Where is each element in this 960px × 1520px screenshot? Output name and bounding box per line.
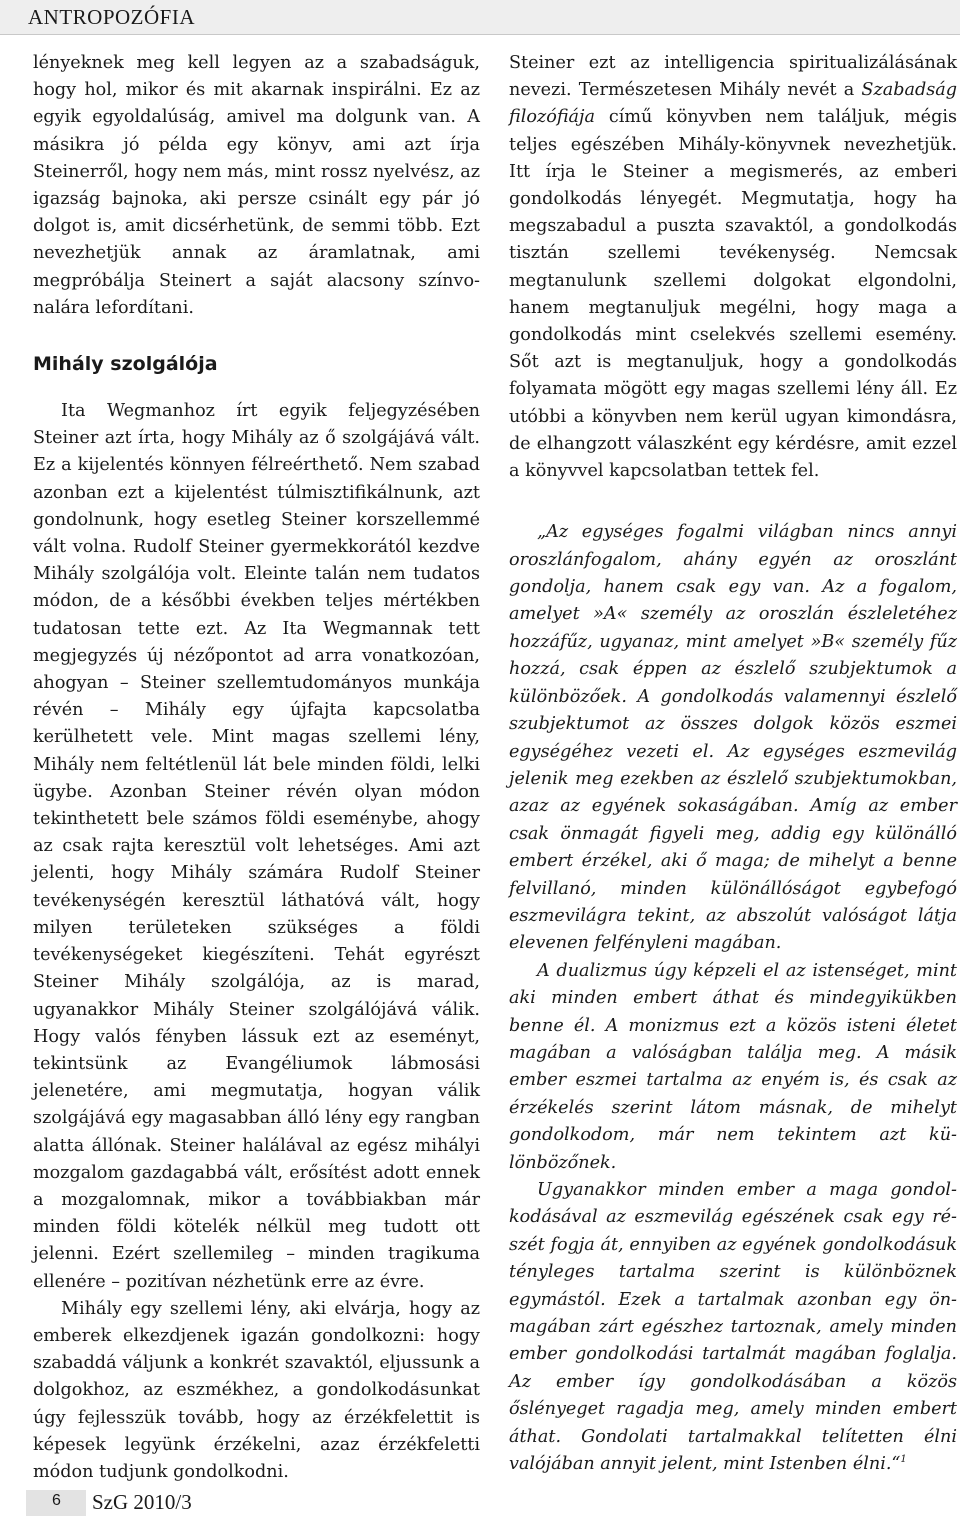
quotation: A dualizmus úgy képzeli el az istenséget, mint aki minden embert áthat és mindegyikükben benne él. A monizmus ezt a közös isteni életet magában a valóságban találja meg. A másik ember eszmei tartalma az enyém is, és csak az érzékelés szerint látom másnak, de mihelyt gondolkodom, már nem tekintem azt különbözőnek.	[509, 960, 957, 1173]
paragraph: lényeknek meg kell legyen az a szabadságuk, hogy hol, mikor és mit akarnak inspirálni. Ez az egyik egyoldalúság, amivel ma dolgunk van. A másikra jó példa egy könyv, ami azt írja Steinerről, hogy nem más, mint rossz nyelvész, az igazság bajnoka, aki persze csinált egy pár jó dolgot is, amit dicsérhetünk, de semmi több. Ezt nevezhetjük annak az áramlatnak, ami megpróbálja Steinert a saját alacsony színvonalára lefordítani.	[33, 53, 480, 318]
section-heading: Mihály szolgálója	[33, 353, 218, 376]
footnote-reference[interactable]: 1	[900, 1454, 907, 1466]
quotation	[509, 1177, 957, 1478]
page-number: 6	[52, 1492, 61, 1509]
right-column	[509, 50, 957, 1478]
book-title: Szabadság filozófiája	[509, 80, 957, 128]
paragraph: Mihály egy szellemi lény, aki elvárja, hogy az emberek elkezdjenek igazán gondolkozni: hogy szabaddá váljunk a konkrét szavaktól, eljussunk a dolgokhoz, az eszmékhez, a gondolkodásunkat úgy fejlesszük tovább, hogy az érzékfelettit is képesek legyünk érzékelni, azaz érzékfeletti módon tudjunk gondolkodni.	[33, 1298, 480, 1482]
quotation: „Az egységes fogalmi világban nincs annyi oroszlánfogalom, ahány egyén az oroszlánt gondolja, hanem csak egy van. Az a fogalom, amelyet »A« személy az oroszlán észleletéhez hozzáfűz, ugyanaz, mint amelyet »B« személy fűz hozzá, csak éppen az észlelő szubjektumok a különbözőek. A gondolkodás valamennyi észlelő szubjektumot az összes dolgok közös eszmei egységéhez vezeti el. Az egységes eszmevilág jelenik meg ezekben az észlelő szubjektumokban, azaz az egyének sokaságában. Amíg az ember csak önmagát figyeli meg, addig egy különálló embert érzékel, aki ő maga; de mihelyt a benne felvillanó, minden különállóságot egybefogó eszmevilágra tekint, az abszolút valóságot látja elevenen felfényleni magában.	[509, 522, 957, 954]
running-header	[0, 0, 960, 35]
journal-issue: SzG 2010/3	[92, 1490, 192, 1514]
paragraph-text: című könyvben nem találjuk, mégis teljes egészében Mihály-könyvnek nevezhetjük. Itt írja le Steiner a megismerés, az emberi gondolkodás lényegét. Megmutatja, hogy ha megszabadul a puszta szavaktól, a gondolkodás tisztán szellemi tevékenység. Nemcsak megtanulunk szellemi dolgokat elgondolni, hanem megtanuljuk megélni, hogy maga a gondolkodás mint cselekvés szellemi esemény. Sőt azt is megtanuljuk, hogy a gondolkodás folyamata mögött egy magas szellemi lény áll. Ez utóbbi a könyvben nem kerül ugyan kimondásra, de elhangzott válaszként egy kérdésre, amit ezzel a könyvvel kapcsolatban tettek fel.	[509, 107, 957, 482]
paragraph: Ita Wegmanhoz írt egyik feljegyzésében Steiner azt írta, hogy Mihály az ő szolgájává vált. Ez a kijelentés könnyen félreérthető. Nem szabad azonban ezt a kijelentést túlmisztifikálnunk, azt gondolnunk, hogy esetleg Steiner korszellemmé vált volna. Rudolf Steiner gyermekkorától kezdve Mihály szolgálója volt. Eleinte talán nem tudatos módon, de a későbbi években teljes mértékben tudatosan tette ezt. Az Ita Wegmannak tett megjegyzés új nézőpontot ad arra vonatkozóan, ahogyan – Steiner szellemtudományos munkája révén – Mihály egy újfajta kapcsolatba kerülhetett vele. Mint magas szellemi lény, Mihály nem feltétlenül lát bele minden földi, lelki ügybe. Azonban Steiner révén olyan módon tekinthetett bele számos földi eseménybe, ahogy az csak rajta keresztül volt lehetséges. Ami azt jelenti, hogy Mihály számára Rudolf Steiner tevékenységén keresztül láthatóvá vált, hogy milyen területeken szükséges a földi tevékenységeket kiegészíteni. Tehát egyrészt Steiner Mihály szolgálója, az is marad, ugyanakkor Mihály Steiner szolgálójává válik. Hogy valós fényben lássuk ezt az eseményt, tekintsünk az Evangéliumok lábmosási jelenetére, ami megmutatja, hogyan válik szolgájává egy magasabban álló lény egy rangban alatta állónak. Steiner halálával az egész mihályi mozgalom gazdagabbá vált, erősítést adott ennek a mozgalomnak, mikor a továbbiakban már minden földi kötelék nélkül meg tudott ott jelenni. Ezért szellemileg – minden tragikuma ellenére – pozitívan nézhetünk erre az évre.	[33, 401, 480, 1292]
quotation-text: Ugyanakkor minden ember a maga gondolkodásával az eszmevilág egészének csak egy részét fogja át, ennyiben az egyének gondolkodásuk tényleges tartalma szerint is különböznek egymástól. Ezek a tartalmak azonban egy önmagában zárt egészhez tartoznak, amely minden ember gondolkodási tartalmát magában foglalja. Az ember így gondolkodásában a közös őslényeget ragadja meg, amely minden embert áthat. Gondolati tartalmakkal telítetten élni valójában annyit jelent, mint Istenben élni.“	[509, 1180, 957, 1475]
left-column	[33, 50, 480, 1486]
section-title: ANTROPOZÓFIA	[28, 5, 196, 29]
paragraph-text: Steiner ezt az intelligencia spiritualizálásának nevezi. Természetesen Mihály nevét a	[509, 53, 957, 101]
page-footer	[0, 1488, 960, 1520]
paragraph	[509, 50, 957, 485]
